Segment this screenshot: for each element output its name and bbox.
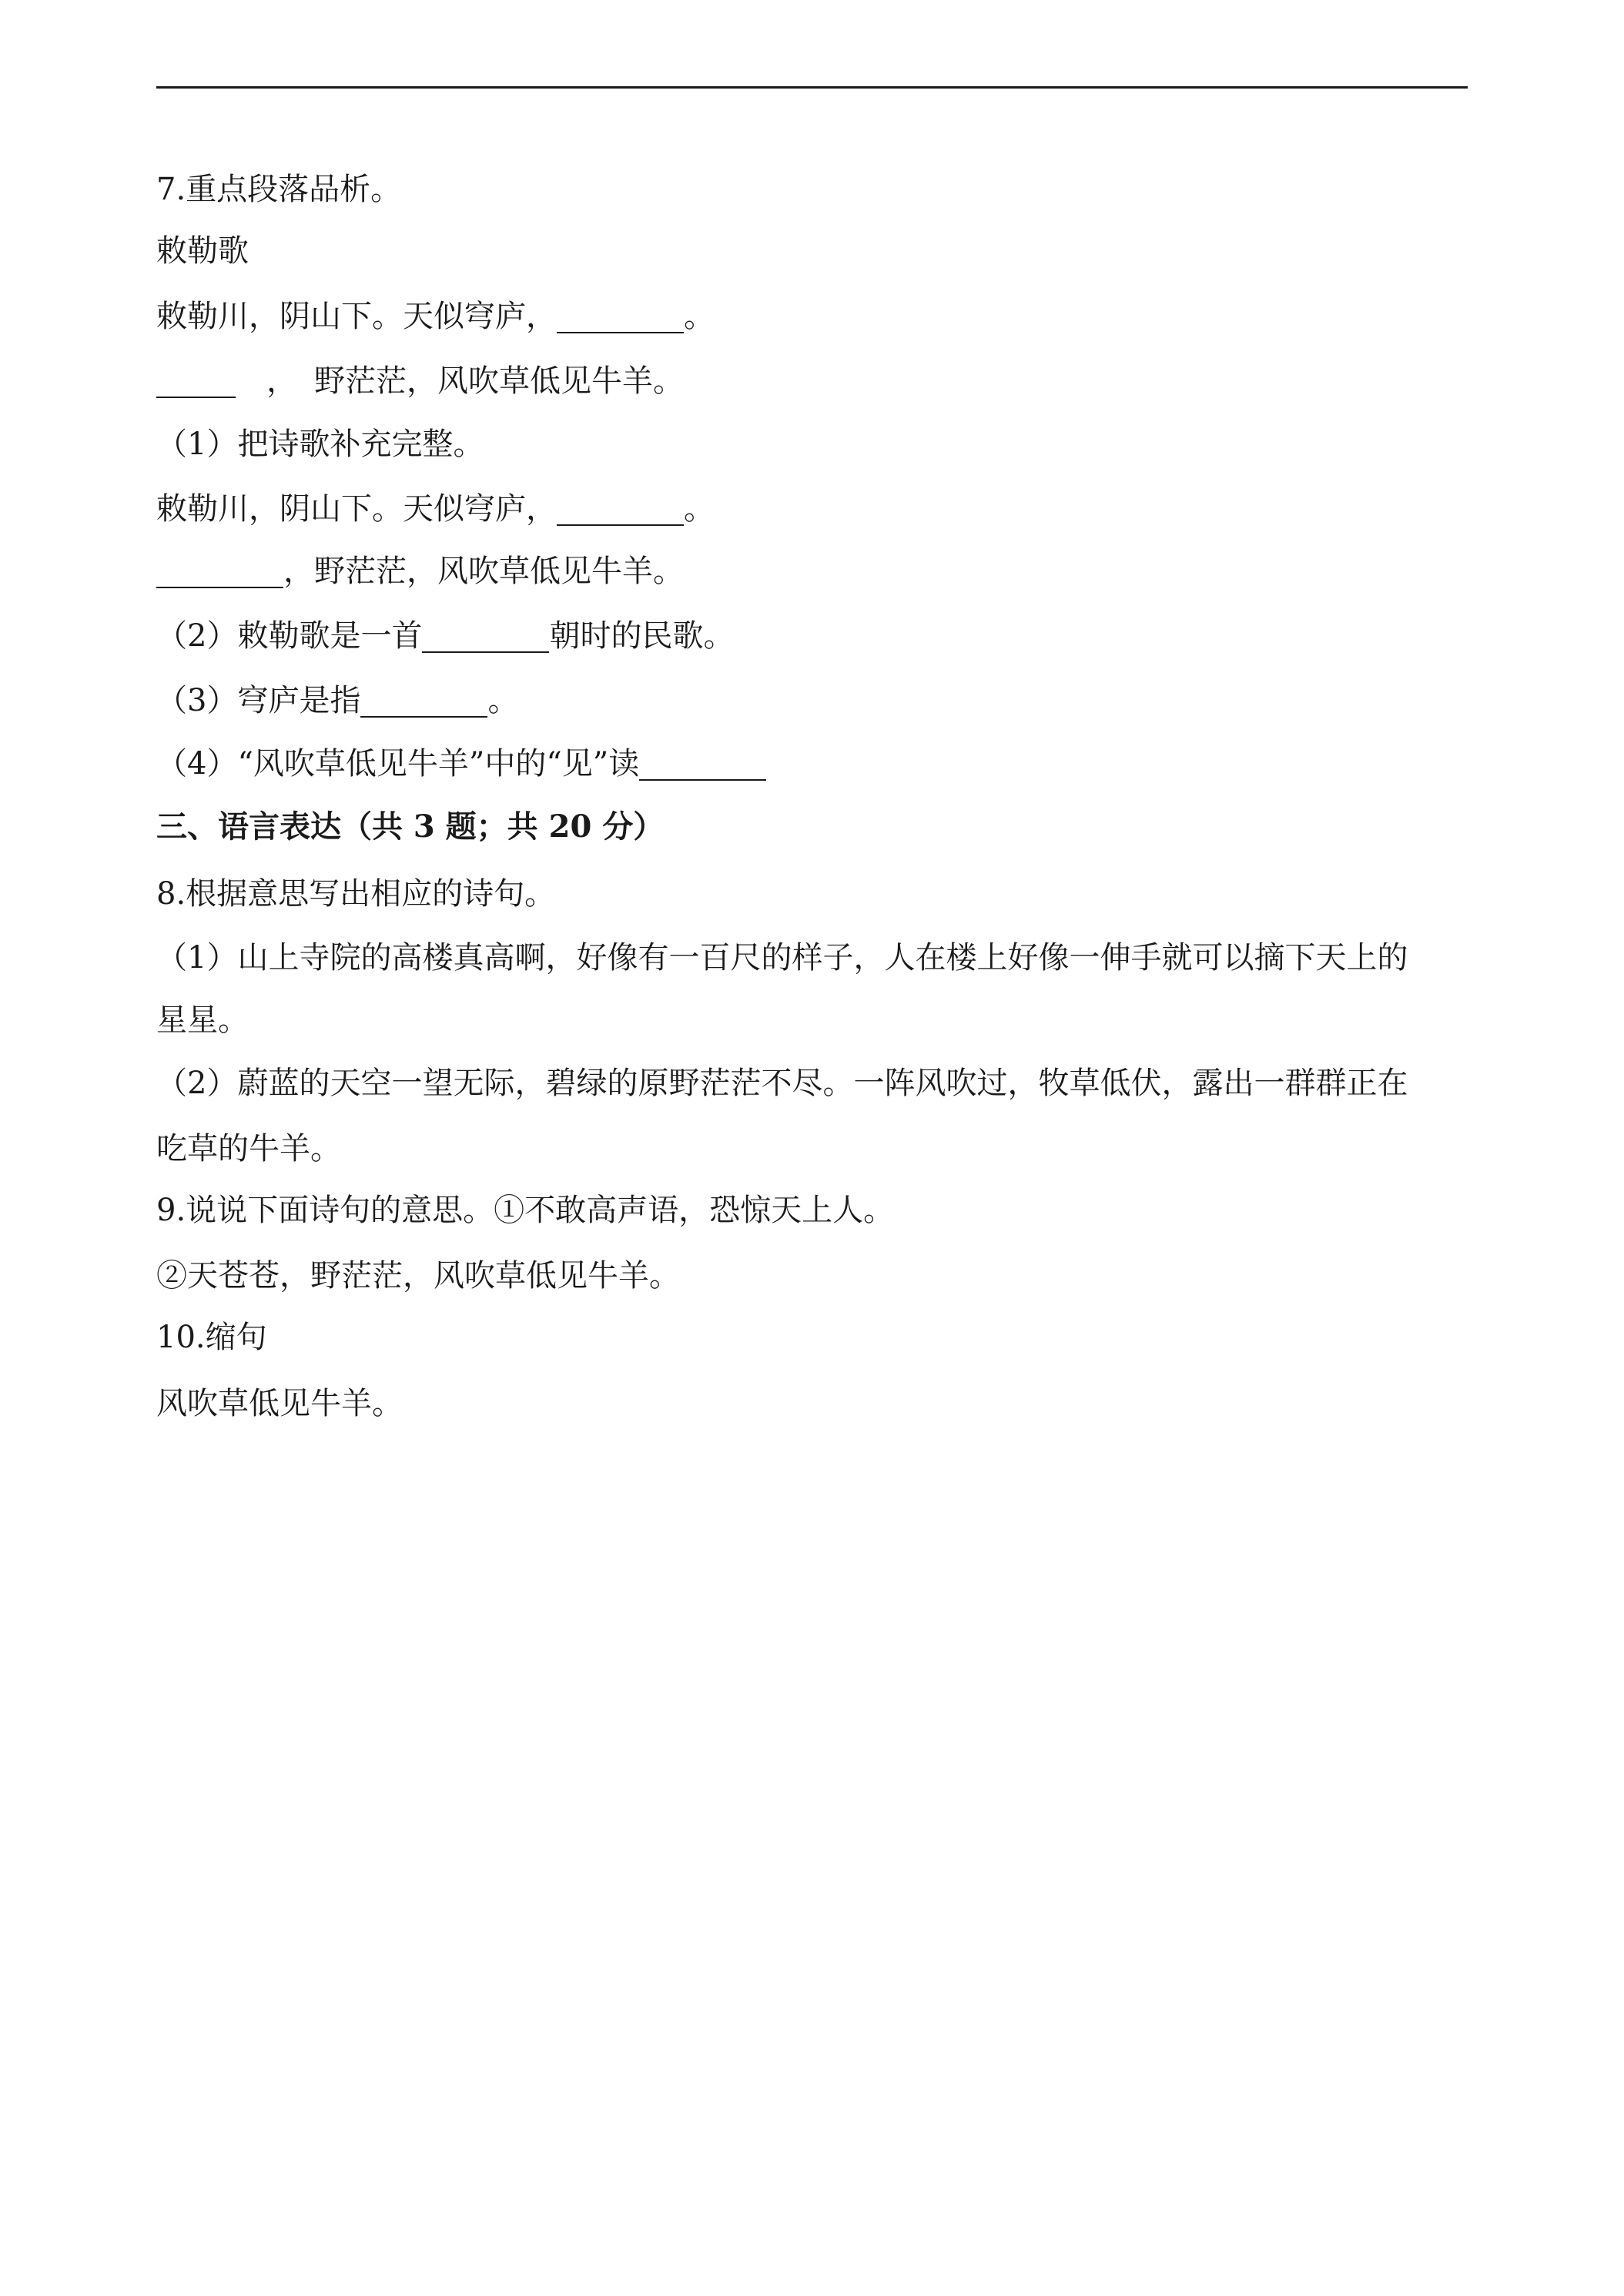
question-9-title: 9.说说下面诗句的意思。①不敢高声语，恐惊天上人。 bbox=[156, 1193, 895, 1228]
poem-title: 敕勒歌 bbox=[156, 233, 249, 269]
poem-line-2: ， 野茫茫，风吹草低见牛羊。 bbox=[156, 366, 684, 398]
sub-1-line-2: ，野茫茫，风吹草低见牛羊。 bbox=[156, 556, 684, 588]
fill-blank[interactable] bbox=[360, 685, 487, 718]
fill-blank[interactable] bbox=[639, 748, 766, 781]
question-7-sub-3: （3）穹庐是指 。 bbox=[156, 683, 519, 718]
question-7-title: 7.重点段落品析。 bbox=[156, 172, 402, 207]
question-8-item-1-line-1: （1）山上寺院的高楼真高啊，好像有一百尺的样子，人在楼上好像一伸手就可以摘下天上的 bbox=[156, 940, 1408, 976]
fill-blank[interactable] bbox=[422, 621, 549, 653]
question-10-title: 10.缩句 bbox=[156, 1320, 267, 1355]
poem-line-1: 敕勒川，阴山下。天似穹庐， 。 bbox=[156, 299, 715, 334]
fill-blank[interactable] bbox=[156, 366, 236, 398]
header-rule bbox=[156, 86, 1468, 89]
question-8-item-2-line-2: 吃草的牛羊。 bbox=[156, 1131, 341, 1166]
question-8-title: 8.根据意思写出相应的诗句。 bbox=[156, 876, 556, 912]
sub-1-line-1: 敕勒川，阴山下。天似穹庐， 。 bbox=[156, 491, 715, 527]
fill-blank[interactable] bbox=[156, 556, 283, 588]
question-7-sub-2: （2）敕勒歌是一首 朝时的民歌。 bbox=[156, 618, 735, 654]
question-7-sub-4: （4）“风吹草低见牛羊”中的“见”读 bbox=[156, 748, 766, 781]
fill-blank[interactable] bbox=[557, 494, 684, 526]
question-8-item-2-line-1: （2）蔚蓝的天空一望无际，碧绿的原野茫茫不尽。一阵风吹过，牧草低伏，露出一群群正在 bbox=[156, 1066, 1408, 1101]
question-8-item-1-line-2: 星星。 bbox=[156, 1002, 249, 1038]
question-9-item-2: ②天苍苍，野茫茫，风吹草低见牛羊。 bbox=[156, 1258, 680, 1294]
question-10-sentence: 风吹草低见牛羊。 bbox=[156, 1386, 403, 1421]
fill-blank[interactable] bbox=[557, 301, 684, 333]
question-7-sub-1: （1）把诗歌补充完整。 bbox=[156, 427, 484, 462]
section-3-heading: 三、语言表达（共 3 题；共 20 分） bbox=[156, 808, 665, 845]
